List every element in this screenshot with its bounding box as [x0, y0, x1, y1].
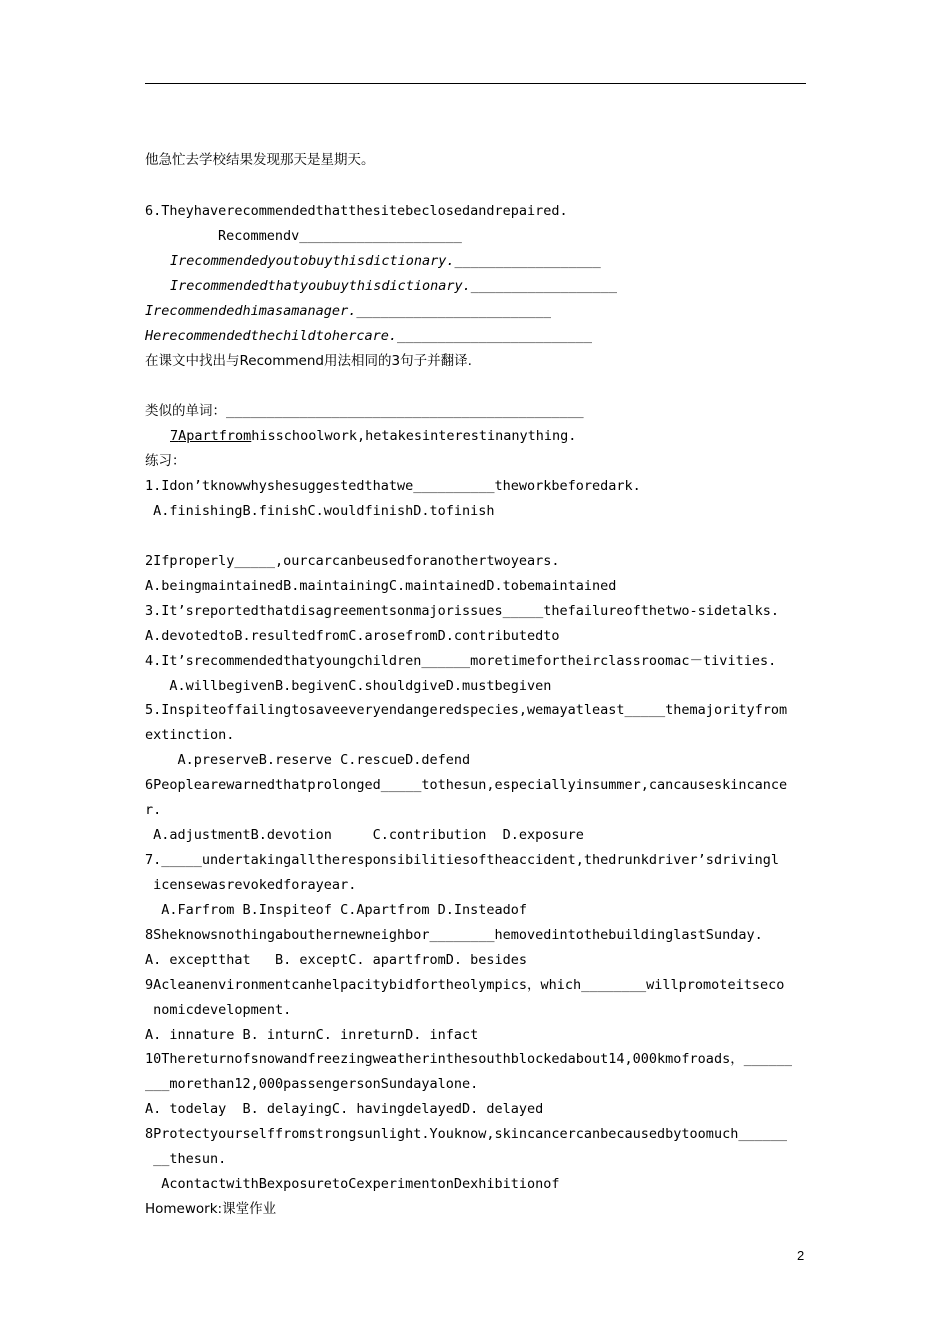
exercise-6-options: A.adjustmentB.devotion C.contribution D.exposure	[145, 827, 584, 843]
exercise-8-options: A. exceptthat B. exceptC. apartfromD. besides	[145, 952, 528, 968]
exercise-10-question-cont: ___morethan12,000passengersonSundayalone.	[145, 1076, 479, 1092]
exercise-6-question: 6Peoplearewarnedthatprolonged_____tothesun,especiallyinsummer,cancauseskincance	[145, 777, 788, 793]
homework: Homework:课堂作业	[145, 1201, 277, 1217]
exercise-1-question: 1.Idon’tknowwhyshesuggestedthatwe__________theworkbeforedark.	[145, 478, 641, 494]
exercise-7-question-cont: icensewasrevokedforayear.	[145, 877, 357, 893]
exercise-2-question: 2Ifproperly_____,ourcarcanbeusedforanothertwoyears.	[145, 553, 560, 569]
exercise-7-question: 7._____undertakingalltheresponsibilitiesoftheaccident,thedrunkdriver’sdrivingl	[145, 852, 779, 868]
practice-label: 练习：	[145, 453, 186, 469]
header-rule	[145, 83, 806, 84]
exercise-2-options: A.beingmaintainedB.maintainingC.maintainedD.tobemaintained	[145, 578, 617, 594]
apart-from-rest: hisschoolwork,hetakesinterestinanything.	[251, 428, 577, 444]
exercise-5-question: 5.Inspiteoffailingtosaveeveryendangeredspecies,wemayatleast_____themajorityfrom	[145, 702, 788, 718]
exercise-9-question-cont: nomicdevelopment.	[145, 1002, 292, 1018]
recommend-task: 在课文中找出与Recommend用法相同的3句子并翻译.	[145, 353, 472, 369]
exercise-11-question: 8Protectyourselffromstrongsunlight.Youknow,skincancercanbecausedbytoomuch______	[145, 1126, 788, 1142]
apart-from-phrase: Apartfrom	[178, 428, 252, 444]
exercise-6-question-cont: r.	[145, 802, 162, 818]
exercise-7-options: A.Farfrom B.Inspiteof C.Apartfrom D.Insteadof	[145, 902, 528, 918]
exercise-10-options: A. todelay B. delayingC. havingdelayedD. delayed	[145, 1101, 544, 1117]
recommend-example-2: Irecommendedthatyoubuythisdictionary.__________________	[170, 278, 618, 294]
exercise-11-options: AcontactwithBexposuretoCexperimentonDexhibitionof	[145, 1176, 560, 1192]
exercise-8-question: 8Sheknowsnothingabouthernewneighbor________hemovedintothebuildinglastSunday.	[145, 927, 763, 943]
exercise-1-options: A.finishingB.finishC.wouldfinishD.tofinish	[145, 503, 495, 519]
exercise-11-question-cont: __thesun.	[145, 1151, 227, 1167]
exercise-5-options: A.preserveB.reserve C.rescueD.defend	[145, 752, 471, 768]
exercise-4-options: A.willbegivenB.begivenC.shouldgiveD.mustbegiven	[145, 678, 552, 694]
exercise-4-question: 4.It’srecommendedthatyoungchildren______moretimefortheirclassroomac－tivities.	[145, 653, 777, 669]
exercise-9-options: A. innature B. inturnC. inreturnD. infact	[145, 1027, 479, 1043]
recommend-sentence: 6.Theyhaverecommendedthatthesitebeclosedandrepaired.	[145, 203, 568, 219]
exercise-3-question: 3.It’sreportedthatdisagreementsonmajorissues_____thefailureofthetwo-sidetalks.	[145, 603, 779, 619]
exercise-3-options: A.devotedtoB.resultedfromC.arosefromD.contributedto	[145, 628, 560, 644]
similar-words-line	[145, 402, 584, 420]
page-number: 2	[797, 1248, 805, 1263]
recommend-pattern: Recommendv____________________	[218, 228, 462, 244]
similar-words-blank: ____________________________________________	[226, 403, 584, 419]
recommend-example-4: Herecommendedthechildtohercare.________________________	[145, 328, 593, 344]
apart-from-sentence	[170, 427, 576, 445]
exercise-10-question: 10Thereturnofsnowandfreezingweatherinthesouthblockedabout14,000kmofroads，______	[145, 1051, 793, 1067]
apart-from-number: 7	[170, 428, 179, 444]
recommend-example-3: Irecommendedhimasamanager.________________________	[145, 303, 552, 319]
exercise-9-question: 9Acleanenvironmentcanhelpacitybidfortheolympics，which________willpromoteitseco	[145, 977, 785, 993]
recommend-example-1: Irecommendedyoutobuythisdictionary.__________________	[170, 253, 601, 269]
similar-words-label: 类似的单词：	[145, 403, 226, 419]
exercise-5-question-cont: extinction.	[145, 727, 235, 743]
intro-sentence: 他急忙去学校结果发现那天是星期天。	[145, 152, 375, 168]
